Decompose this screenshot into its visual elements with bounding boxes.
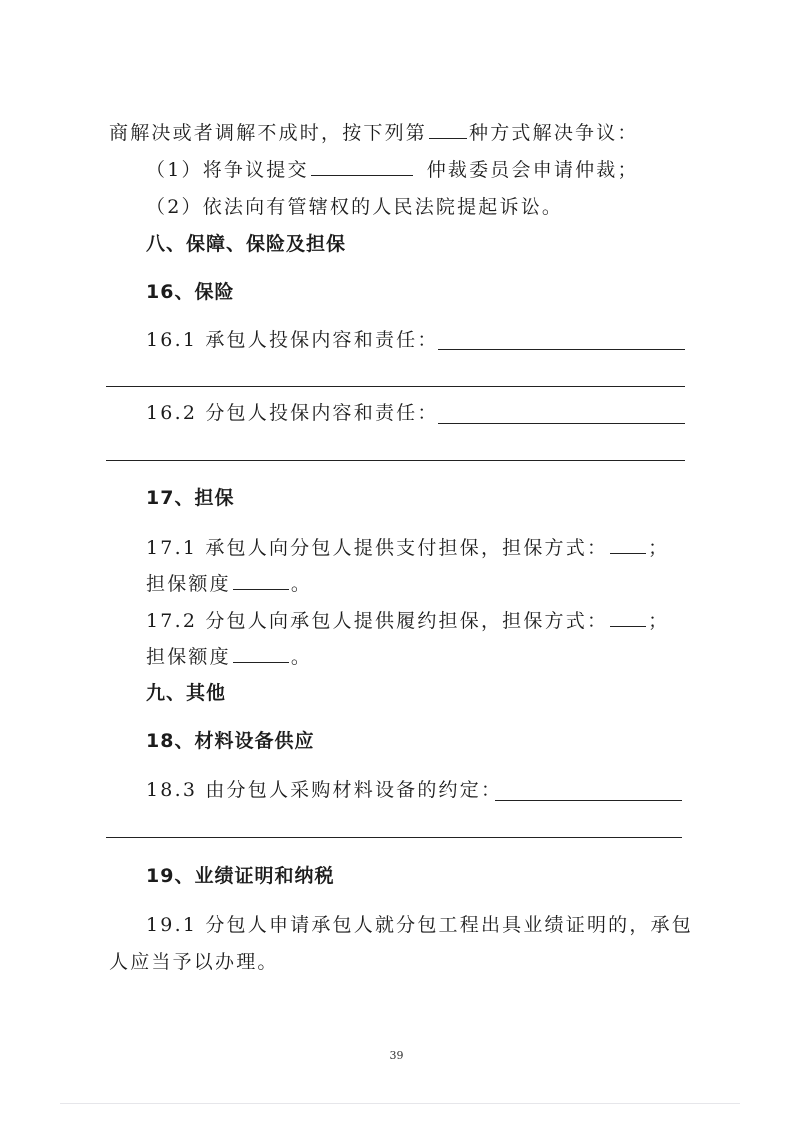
performance-guarantee-method-blank[interactable] [610,608,646,627]
clause-17-2-text: 17.2 分包人向承包人提供履约担保，担保方式： [146,610,609,632]
semicolon: ； [648,610,670,632]
clause-17-2-line-2 [146,644,312,669]
period: 。 [290,573,313,595]
dispute-text-after: 种方式解决争议： [469,122,639,144]
footer-divider [60,1103,740,1104]
period: 。 [290,646,313,668]
clause-16-2-blank-continued[interactable] [106,460,685,461]
guarantee-amount-label: 担保额度 [146,573,231,595]
dispute-option-2: （2）依法向有管辖权的人民法院提起诉讼。 [146,196,564,218]
option-1-before: （1）将争议提交 [146,159,309,181]
clause-16-2-text: 16.2 分包人投保内容和责任： [146,402,439,424]
clause-18-3-text: 18.3 由分包人采购材料设备的约定： [146,779,503,801]
clause-19-heading: 19、业绩证明和纳税 [146,865,335,887]
section-8-heading: 八、保障、保险及担保 [146,233,347,255]
clause-17-1-line-1 [146,535,669,560]
clause-17-2-line-1 [146,608,669,633]
clause-17-1-line-2 [146,571,312,596]
semicolon: ； [648,537,670,559]
page-number: 39 [389,1049,404,1062]
payment-guarantee-amount-blank[interactable] [233,571,289,590]
clause-16-heading: 16、保险 [146,281,235,303]
guarantee-amount-label: 担保额度 [146,646,231,668]
clause-16-1-text: 16.1 承包人投保内容和责任： [146,329,439,351]
performance-guarantee-amount-blank[interactable] [233,644,289,663]
dispute-option-1 [146,157,639,182]
clause-18-3-blank[interactable] [495,800,682,801]
clause-17-heading: 17、担保 [146,487,235,509]
clause-18-3-blank-continued[interactable] [106,837,682,838]
clause-16-2-blank[interactable] [438,423,685,424]
dispute-text-before: 商解决或者调解不成时，按下列第 [109,122,428,144]
clause-19-1-line-2: 人应当予以办理。 [109,951,279,973]
clause-18-3 [146,778,502,802]
clause-18-heading: 18、材料设备供应 [146,730,315,752]
clause-16-1-blank[interactable] [438,349,685,350]
method-number-blank[interactable] [429,120,467,139]
section-9-heading: 九、其他 [146,682,227,704]
option-1-after: 仲裁委员会申请仲裁； [426,159,639,181]
clause-16-1-blank-continued[interactable] [106,386,685,387]
arbitration-committee-blank[interactable] [311,157,413,176]
dispute-paragraph [109,120,639,145]
clause-16-1 [146,328,439,352]
payment-guarantee-method-blank[interactable] [610,535,646,554]
clause-16-2 [146,401,439,425]
clause-19-1-line-1: 19.1 分包人申请承包人就分包工程出具业绩证明的，承包 [146,914,693,936]
clause-17-1-text: 17.1 承包人向分包人提供支付担保，担保方式： [146,537,609,559]
